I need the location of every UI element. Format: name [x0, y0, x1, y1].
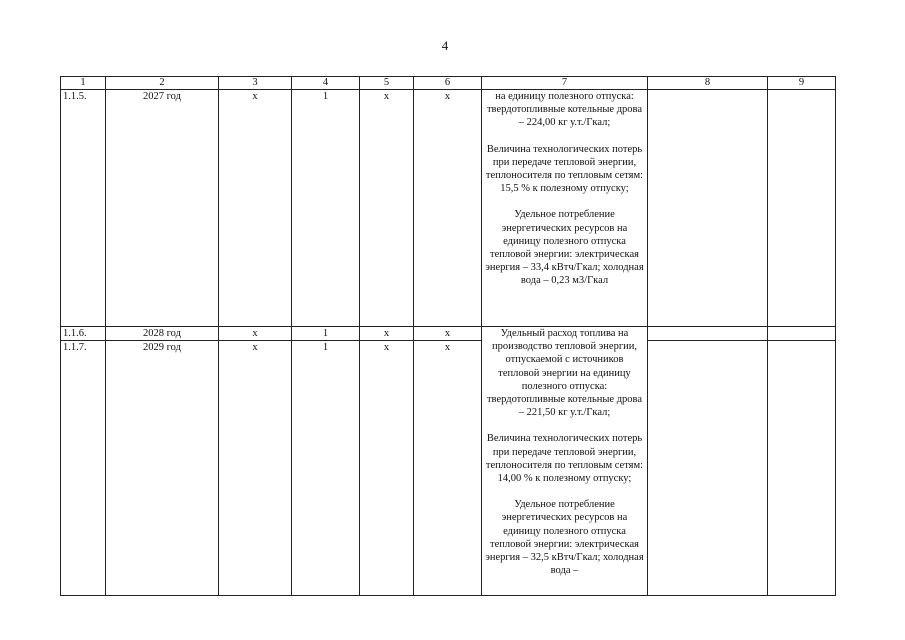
cell-col8 — [648, 90, 768, 327]
column-header: 9 — [768, 77, 836, 90]
cell-col5: х — [360, 341, 414, 596]
column-header: 6 — [414, 77, 482, 90]
column-header: 5 — [360, 77, 414, 90]
indicator-paragraph: Удельное потребление энергетических ресурсов на единицу полезного отпуска тепловой энергии: электрическая энергия – 32,5 кВтч/Гкал; холодная вода – — [485, 499, 644, 577]
cell-col8 — [648, 341, 768, 596]
data-table — [60, 76, 836, 596]
cell-col6: х — [414, 327, 482, 341]
cell-col4: 1 — [292, 90, 360, 327]
column-header: 3 — [219, 77, 292, 90]
cell-col4: 1 — [292, 341, 360, 596]
row-number: 1.1.7. — [61, 341, 106, 596]
cell-col8 — [648, 327, 768, 341]
cell-col6: х — [414, 90, 482, 327]
cell-col5: х — [360, 327, 414, 341]
row-year: 2027 год — [106, 90, 219, 327]
header-row — [61, 77, 836, 90]
cell-col5: х — [360, 90, 414, 327]
cell-col4: 1 — [292, 327, 360, 341]
cell-col3: х — [219, 327, 292, 341]
row-year: 2028 год — [106, 327, 219, 341]
indicator-paragraph: Величина технологических потерь при передаче тепловой энергии, теплоносителя по тепловым сетям: 15,5 % к полезному отпуску; — [485, 143, 644, 195]
cell-col9 — [768, 90, 836, 327]
cell-col9 — [768, 327, 836, 341]
cell-col6: х — [414, 341, 482, 596]
indicator-paragraph: на единицу полезного отпуска: твердотопливные котельные дрова – 224,00 кг у.т./Гкал; — [486, 91, 643, 129]
cell-col3: х — [219, 90, 292, 327]
column-header: 2 — [106, 77, 219, 90]
column-header: 1 — [61, 77, 106, 90]
column-header: 7 — [482, 77, 648, 90]
cell-col7-merged — [482, 327, 648, 596]
row-year: 2029 год — [106, 341, 219, 596]
page-number: 4 — [441, 38, 449, 53]
column-header: 8 — [648, 77, 768, 90]
cell-col7 — [482, 90, 648, 327]
column-header: 4 — [292, 77, 360, 90]
row-number: 1.1.5. — [61, 90, 106, 327]
indicator-paragraph: Удельное потребление энергетических ресурсов на единицу полезного отпуска тепловой энергии: электрическая энергия – 33,4 кВтч/Гкал; холодная вода – 0,23 м3/Гкал — [485, 209, 644, 287]
indicator-paragraph: Величина технологических потерь при передаче тепловой энергии, теплоносителя по тепловым сетям: 14,00 % к полезному отпуску; — [485, 433, 644, 485]
table-row — [61, 341, 836, 596]
indicator-paragraph: Удельный расход топлива на производство тепловой энергии, отпускаемой с источников тепловой энергии на единицу полезного отпуска: твердотопливные котельные дрова – 221,50 кг у.т./Гкал; — [486, 328, 643, 419]
cell-col9 — [768, 341, 836, 596]
table-row — [61, 327, 836, 341]
table-row — [61, 90, 836, 327]
cell-col3: х — [219, 341, 292, 596]
row-number: 1.1.6. — [61, 327, 106, 341]
